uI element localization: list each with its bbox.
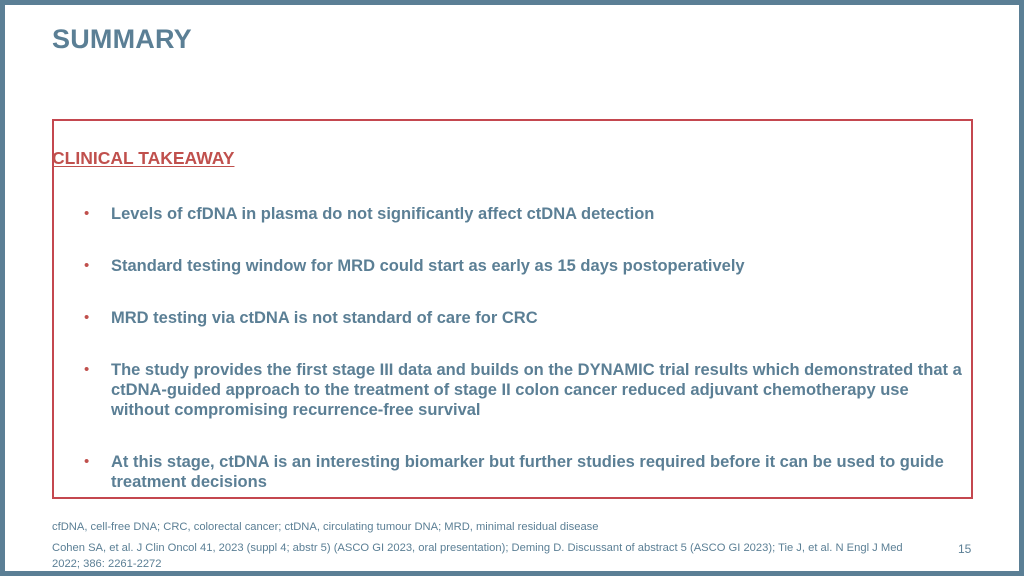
slide-title: SUMMARY [52,24,192,54]
bullet-text: Standard testing window for MRD could start as early as 15 days postoperatively [111,257,745,275]
bullet-marker: • [84,361,90,378]
bullet-item [84,452,964,492]
bullet-item [84,204,964,224]
bullet-item [84,308,964,328]
bullet-text: At this stage, ctDNA is an interesting biomarker but further studies required before it can be used to guide treatment decisions [111,453,944,491]
bullet-item [84,360,964,420]
section-heading: CLINICAL TAKEAWAY [52,148,235,168]
bullet-item [84,256,964,276]
bullet-text: MRD testing via ctDNA is not standard of care for CRC [111,309,538,327]
bullet-text: The study provides the first stage III data and builds on the DYNAMIC trial results which demonstrated that a ctDNA-guided approach to the treatment of stage II colon cancer reduced adjuvant chemotherapy use without compromising recurrence-free survival [111,361,962,419]
bullet-marker: • [84,309,90,326]
references-footnote: Cohen SA, et al. J Clin Oncol 41, 2023 (suppl 4; abstr 5) (ASCO GI 2023, oral presentation); Deming D. Discussant of abstract 5 (ASCO GI 2023); Tie J, et al. N Engl J Med 2022; 386: 2261-2272 [52,542,903,570]
bullet-marker: • [84,257,90,274]
bullet-text: Levels of cfDNA in plasma do not significantly affect ctDNA detection [111,205,655,223]
page-number: 15 [958,542,972,556]
bullet-marker: • [84,205,90,222]
abbreviations-footnote: cfDNA, cell-free DNA; CRC, colorectal cancer; ctDNA, circulating tumour DNA; MRD, minimal residual disease [52,521,599,533]
bullet-marker: • [84,453,90,470]
